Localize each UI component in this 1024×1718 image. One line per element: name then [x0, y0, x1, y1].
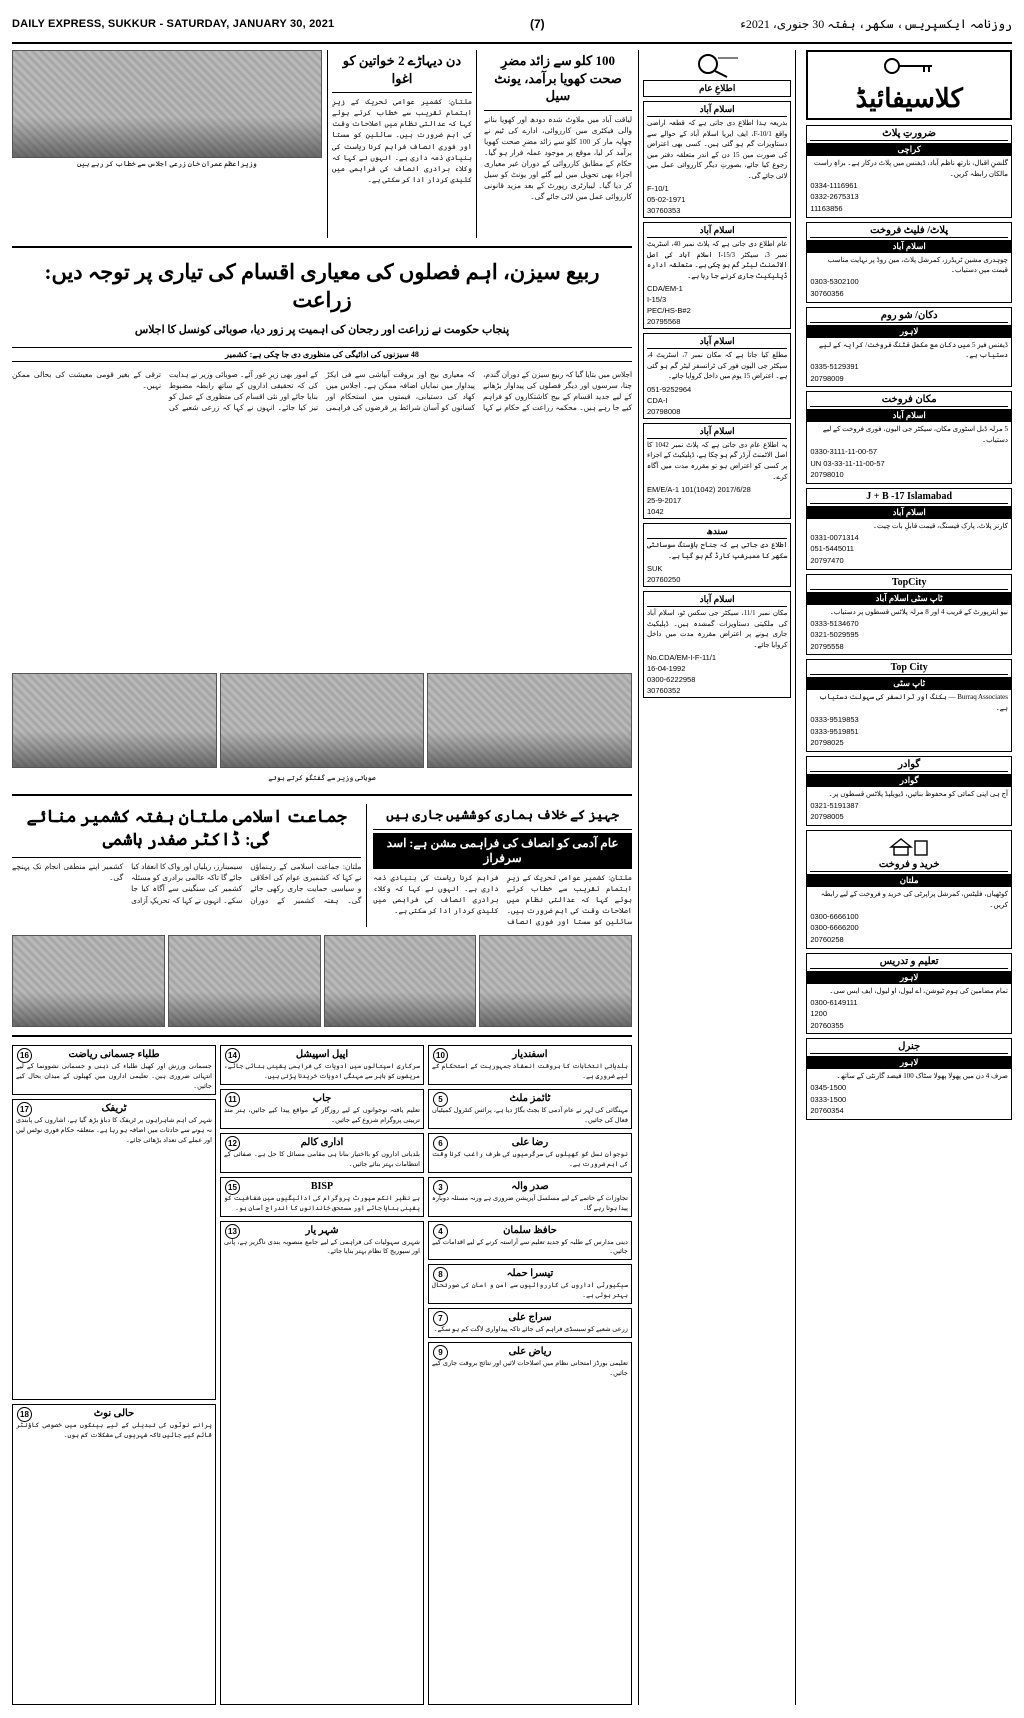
- ad-item[interactable]: [428, 1308, 632, 1338]
- notice-id: 20760250: [647, 575, 681, 585]
- ad-title: ریاض علی: [508, 1346, 552, 1357]
- ad-item[interactable]: [220, 1045, 424, 1085]
- classified-city: لاہور: [807, 325, 1011, 338]
- classified-section-title: گوادر: [810, 759, 1008, 772]
- top-stories-row: [12, 50, 632, 238]
- classified-city: گوادر: [807, 774, 1011, 787]
- classified-ref-id: 20760258: [810, 935, 844, 945]
- ad-number-badge: 14: [225, 1048, 240, 1063]
- ad-number-badge: 8: [433, 1267, 448, 1282]
- classified-section[interactable]: [806, 659, 1012, 752]
- notice-item[interactable]: [643, 222, 791, 329]
- classified-ref-id: 11163856: [810, 203, 843, 213]
- masthead: [12, 10, 1012, 44]
- ad-number-badge: 16: [17, 1048, 32, 1063]
- notices-header: اطلاعِ عام: [643, 80, 791, 97]
- classified-phone[interactable]: 0330-3111-11-00-57: [810, 447, 878, 457]
- notice-text: مکان نمبر 11/1، سیکٹر جی سکس ٹو، اسلام آباد کی ملکیتی دستاویزات گمشدہ ہیں۔ ڈپلیکیٹ جاری ہونے پر اعتراض مقررہ مدت میں داخل کروایا جائے۔: [647, 610, 788, 649]
- ad-item[interactable]: [220, 1133, 424, 1173]
- ad-item[interactable]: [220, 1177, 424, 1217]
- classified-section-title: TopCity: [810, 577, 1008, 590]
- classified-ref-id: 20798005: [810, 812, 844, 822]
- ad-item[interactable]: [428, 1177, 632, 1217]
- dowry-subhead: جہیز کے خلاف ہماری کوششیں جاری ہیں: [386, 807, 620, 823]
- justice-story: [373, 804, 632, 927]
- numbered-ads-grid: [12, 1045, 632, 1705]
- lead-body: اجلاس میں بتایا گیا کہ ربیع سیزن کے دوران گندم، چنا، سرسوں اور دیگر فصلوں کی پیداوار بڑھانے کے لیے جدید اقسام کے بیج کاشتکاروں کو فراہم کیے جا رہے ہیں۔ محکمہ زراعت کے حکام نے کہا کہ معیاری بیج اور بروقت آبپاشی سے فی ایکڑ پیداوار میں نمایاں اضافہ ممکن ہے۔ اجلاس میں کھاد کی دستیابی، قیمتوں میں استحکام اور کسانوں کو آسان شرائط پر قرضوں کی فراہمی کے امور بھی زیرِ غور آئے۔ صوبائی وزیر نے ہدایت کی کہ تحقیقی اداروں کے ساتھ رابطہ مضبوط بنایا جائے اور نئی اقسام کی منظوری کے عمل کو تیز کیا جائے۔ انہوں نے کہا کہ زرعی شعبے کی ترقی کے بغیر قومی معیشت کی بحالی ممکن نہیں۔: [12, 369, 632, 412]
- classified-section-title: دکان/ شو روم: [810, 310, 1008, 323]
- numbered-ads-col-3: [428, 1045, 632, 1705]
- ad-number-badge: 17: [17, 1102, 32, 1117]
- notice-item[interactable]: [643, 523, 791, 587]
- editorial-area: [12, 50, 632, 1705]
- ad-title: جاب: [312, 1093, 332, 1105]
- ad-number-badge: 7: [433, 1311, 448, 1326]
- ad-item[interactable]: [12, 1404, 216, 1705]
- ad-title: اسفندیار: [512, 1049, 548, 1061]
- story-photo-8: [479, 935, 632, 1027]
- house-icon: [810, 833, 1008, 859]
- classified-city: لاہور: [807, 971, 1011, 984]
- justice-body: ملتان: کشمیر عوامی تحریک کے زیرِ اہتمام تقریب سے خطاب کرتے ہوئے کہا کہ عدالتی نظام میں اصلاحات وقت کی اہم ضرورت ہیں۔ سائلین کو سستا اور فوری انصاف فراہم کرنا ریاست کی بنیادی ذمہ داری ہے۔ انہوں نے کہا کہ وکلاء برادری انصاف کی فراہمی میں کلیدی کردار ادا کر سکتی ہے۔: [373, 872, 632, 927]
- classified-reference: UN 03-33-11-11-00-57: [810, 458, 885, 468]
- jamaat-story: [12, 804, 367, 927]
- notice-title: سندھ: [647, 526, 787, 539]
- classified-section-title: خرید و فروخت: [810, 859, 1008, 872]
- notice-text: مطلع کیا جاتا ہے کہ مکان نمبر 7، اسٹریٹ 4، سیکٹر جی الیون فور کی ٹرانسفر لیٹر گم ہو گئی ہے۔ اعتراض 15 یوم میں داخل کروایا جائے۔: [647, 352, 788, 381]
- notice-phone: 0300-6222958: [647, 675, 696, 685]
- ad-title: صدر والہ: [511, 1180, 549, 1192]
- ad-item[interactable]: [428, 1089, 632, 1129]
- classified-section-title: ضرورتِ پلاٹ: [810, 128, 1008, 141]
- ad-title: رضا علی: [511, 1136, 549, 1148]
- notice-reference: CDA/EM-1: [647, 284, 683, 294]
- ad-number-badge: 5: [433, 1092, 448, 1107]
- classified-ref-id: 20760355: [810, 1020, 844, 1030]
- ad-number-badge: 6: [433, 1136, 448, 1151]
- ad-item[interactable]: [12, 1099, 216, 1400]
- story-photo-2: [12, 673, 217, 768]
- classified-text: ڈیفنس فیز 5 میں دکان مع مکمل فٹنگ فروخت/ کرایہ کے لیے دستیاب ہے۔: [818, 340, 1008, 360]
- ad-text: شہر کی اہم شاہراہوں پر ٹریفک کا دباؤ بڑھ گیا ہے، اشاروں کی پابندی نہ ہونے سے حادثات میں اضافہ ہو رہا ہے۔ متعلقہ حکام فوری نوٹس لیں اور عملے کی تعداد بڑھائی جائے۔: [16, 1117, 212, 1144]
- notice-text: بذریعہ ہذا اطلاع دی جاتی ہے کہ قطعہ اراضی واقع F-10/1، ایف ایریا اسلام آباد کے حوالے سے دستاویزات گم ہو گئی ہیں۔ کسی بھی اعتراض کی صورت میں 15 دن کے اندر متعلقہ دفتر میں رجوع کیا جائے، بصورتِ دیگر کارروائی عمل میں لائی جائے گی۔: [647, 120, 788, 180]
- lead-headline: ربیع سیزن، اہم فصلوں کی معیاری اقسام کی تیاری پر توجہ دیں: زراعت: [44, 260, 600, 313]
- classified-ref-id: 20795558: [810, 641, 844, 651]
- jamaat-body: ملتان: جماعت اسلامی کے رہنماؤں نے کہا کہ کشمیری عوام کی اخلاقی و سیاسی حمایت جاری رکھی جائے گی۔ ہفتہ کشمیر کے دوران سیمینارز، ریلیاں اور واک کا انعقاد کیا جائے گا تاکہ عالمی برادری کو مسئلہ کشمیر کی سنگینی سے آگاہ کیا جا سکے۔ انہوں نے کہا کہ تحریکِ آزادی کشمیر اپنے منطقی انجام تک پہنچے گی۔: [12, 862, 362, 905]
- lead-photo-1-caption: وزیراعظم عمران خان زرعی اجلاس سے خطاب کر رہے ہیں: [77, 160, 257, 168]
- ad-title: سراج علی: [508, 1312, 552, 1324]
- ad-text: زرعی شعبے کو سبسڈی فراہم کی جائے تاکہ پیداواری لاگت کم ہو سکے۔: [433, 1326, 628, 1334]
- classified-text: آج ہی اپنی کمائی کو محفوظ بنائیں، ڈیویلپڈ پلاٹس قسطوں پر۔: [828, 790, 1008, 798]
- ad-number-badge: 10: [433, 1048, 448, 1063]
- justice-headline: عام آدمی کو انصاف کی فراہمی مشن ہے: اسد سرفراز: [373, 833, 632, 869]
- notice-reference: F-10/1: [647, 184, 669, 194]
- classified-masthead: [806, 50, 1012, 120]
- classified-phone[interactable]: 0333-1500: [810, 1094, 847, 1104]
- classified-text: نیو ایئرپورٹ کے قریب 4 اور 8 مرلہ پلاٹس قسطوں پر دستیاب۔: [829, 607, 1008, 616]
- ad-number-badge: 3: [433, 1180, 448, 1195]
- magnifier-icon: [643, 50, 791, 80]
- notice-id: 30760353: [647, 206, 681, 216]
- notice-item[interactable]: [643, 333, 791, 419]
- ad-number-badge: 18: [17, 1407, 32, 1422]
- classified-city: لاہور: [807, 1056, 1011, 1069]
- classified-city: کراچی: [807, 143, 1011, 156]
- classified-phone[interactable]: 0300-6666100: [810, 911, 859, 921]
- photo-strip-1: [12, 673, 632, 768]
- photo-strip-1-caption: صوبائی وزیر سے گفتگو کرتے ہوئے: [268, 773, 376, 782]
- notice-title: اسلام آباد: [647, 104, 787, 117]
- classified-section[interactable]: [806, 125, 1012, 218]
- page-body: [12, 50, 1012, 1705]
- masthead-urdu-title: روزنامہ ایکسپریس، سکھر، ہفتہ 30 جنوری، 2021ء: [740, 16, 1012, 31]
- ad-title: اداری کالم: [300, 1136, 344, 1148]
- classified-section[interactable]: [806, 222, 1012, 303]
- classified-ref-id: 30760356: [810, 288, 844, 298]
- ad-text: بے نظیر انکم سپورٹ پروگرام کی ادائیگیوں میں شفافیت کو یقینی بنایا جائے اور مستحق خاندانوں کا اندراج آسان ہو۔: [224, 1194, 420, 1212]
- ad-text: مہنگائی کی لہر نے عام آدمی کا بجٹ بگاڑ دیا ہے، پرائس کنٹرول کمیٹیاں فعال کی جائیں۔: [432, 1107, 628, 1125]
- notice-item[interactable]: [643, 591, 791, 698]
- khoya-headline: 100 کلو سے زائد مضرِ صحت کھویا برآمد، یونٹ سیل: [494, 53, 622, 104]
- classified-section-title: J + B -17 Islamabad: [810, 491, 1008, 504]
- classified-section[interactable]: [806, 488, 1012, 570]
- classified-section-title: تعلیم و تدریس: [810, 956, 1008, 969]
- classified-city: اسلام آباد: [807, 240, 1011, 253]
- classified-text: صرف 4 دن میں پھولا پھولا سٹاک 100 فیصد گارنٹی کے ساتھ۔: [836, 1072, 1008, 1081]
- story-photo-3: [220, 673, 425, 768]
- classified-text: تمام مضامین کی ہوم ٹیوشن، اے لیول، او لیول، ایف ایس سی۔: [829, 986, 1008, 995]
- classified-section-title: پلاٹ/ فلیٹ فروخت: [810, 225, 1008, 238]
- public-notices-column: [638, 50, 796, 1705]
- ad-text: نوجوان نسل کو کھیلوں کی سرگرمیوں کی طرف راغب کرنا وقت کی اہم ضرورت ہے۔: [432, 1150, 628, 1168]
- ad-text: سرکاری اسپتالوں میں ادویات کی فراہمی یقینی بنائی جائے، مریضوں کو باہر سے مہنگی ادویات خریدنا پڑتی ہیں۔: [224, 1063, 420, 1081]
- ad-item[interactable]: [12, 1045, 216, 1095]
- classified-section-title: جنرل: [810, 1041, 1008, 1054]
- classified-city: ٹاپ سٹی اسلام آباد: [807, 592, 1011, 605]
- ad-item[interactable]: [428, 1221, 632, 1261]
- classified-city: اسلام آباد: [807, 409, 1011, 422]
- ad-text: پرانے نوٹوں کی تبدیلی کے لیے بینکوں میں خصوصی کاؤنٹر قائم کیے جائیں تاکہ شہریوں کی مشکلات کم ہوں۔: [16, 1422, 212, 1439]
- ad-item[interactable]: [220, 1089, 424, 1129]
- notice-ref-2: PEC/HS-B#2: [647, 306, 691, 316]
- classified-phone[interactable]: 0300-6149111: [810, 997, 858, 1007]
- classified-city: اسلام آباد: [807, 506, 1011, 519]
- ad-number-badge: 12: [225, 1136, 240, 1151]
- ad-text: سیکیورٹی اداروں کی کارروائیوں سے امن و امان کی صورتحال بہتر ہوئی ہے۔: [432, 1282, 628, 1300]
- classified-text: گلشنِ اقبال، نارتھ ناظم آباد، ڈیفنس میں پلاٹ درکار ہے۔ براہِ راست مالکان رابطہ کریں۔: [813, 159, 1008, 178]
- classified-column: [802, 50, 1012, 1705]
- notice-title: اسلام آباد: [647, 594, 787, 607]
- notice-id: 30760352: [647, 686, 681, 696]
- classified-section-title: Top City: [810, 662, 1008, 675]
- classified-ref-id: 20798010: [810, 470, 844, 480]
- ad-text: دینی مدارس کے طلبہ کو جدید تعلیم سے آراستہ کرنے کے لیے اقدامات کیے جائیں۔: [432, 1238, 628, 1256]
- story-photo-7: [324, 935, 477, 1027]
- ad-number-badge: 13: [225, 1224, 240, 1239]
- story-photo-6: [168, 935, 321, 1027]
- notice-id: 20798008: [647, 406, 681, 416]
- women-kidnap-headline: دن دیہاڑے 2 خواتین کو اغوا: [342, 53, 462, 86]
- classified-ref-id: 20798009: [810, 373, 844, 383]
- page-number: (7): [529, 17, 545, 31]
- ad-title: ٹریفک: [101, 1103, 127, 1115]
- women-kidnap-body: ملتان: کشمیر عوامی تحریک کے زیرِ اہتمام تقریب سے خطاب کرتے ہوئے کہا کہ عدالتی نظام میں اصلاحات وقت کی اہم ضرورت ہیں۔ سائلین کو سستا اور فوری انصاف فراہم کرنا ریاست کی بنیادی ذمہ داری ہے۔ انہوں نے کہا کہ وکلاء برادری انصاف کی فراہمی میں کلیدی کردار ادا کر سکتی ہے۔: [332, 97, 472, 184]
- classified-phone[interactable]: 0345-1500: [810, 1083, 847, 1093]
- khoya-story: [482, 50, 632, 238]
- ad-item[interactable]: [428, 1264, 632, 1304]
- ad-title: BISP: [310, 1180, 334, 1192]
- notice-region-code: SUK: [647, 564, 663, 574]
- ad-text: جسمانی ورزش اور کھیل طلباء کی ذہنی و جسمانی نشوونما کے لیے انتہائی ضروری ہیں۔ تعلیمی اداروں میں کھیلوں کے میدان بحال کیے جائیں۔: [16, 1063, 212, 1091]
- classified-section[interactable]: [806, 574, 1012, 656]
- ad-title: ٹائمز ملٹ: [509, 1093, 551, 1105]
- classified-section[interactable]: [806, 830, 1012, 949]
- sub-headline-row: [12, 804, 632, 927]
- classified-phone[interactable]: 0321-5191387: [810, 800, 859, 810]
- ad-number-badge: 4: [433, 1224, 448, 1239]
- classified-phone[interactable]: 0331-0071314: [810, 532, 859, 542]
- ad-text: تعلیم یافتہ نوجوانوں کے لیے روزگار کے مواقع پیدا کیے جائیں، ہنر مند تربیتی پروگرام شروع کیے جائیں۔: [224, 1107, 420, 1125]
- women-kidnap-story: [327, 50, 477, 238]
- notice-plot: I-15/3: [647, 295, 667, 305]
- lead-byline: 48 سیزنوں کی ادائیگی کی منظوری دی جا چکی ہے: کشمیر: [12, 347, 632, 362]
- ad-text: تجاوزات کے خاتمے کے لیے مسلسل آپریشن ضروری ہے ورنہ مسئلہ دوبارہ پیدا ہوتا رہے گا۔: [432, 1194, 628, 1212]
- notice-reference: No.CDA/EM-I-F-11/1: [647, 653, 717, 663]
- numbered-ads-col-2: [220, 1045, 424, 1705]
- classified-section[interactable]: [806, 307, 1012, 388]
- classified-phone[interactable]: 0333-9519851: [810, 726, 859, 736]
- classified-section[interactable]: [806, 391, 1012, 484]
- story-photo-5: [12, 935, 165, 1027]
- classified-city: ٹاپ سٹی: [807, 677, 1011, 690]
- notice-title: اسلام آباد: [647, 225, 787, 238]
- notice-reference: CDA-I: [647, 395, 668, 405]
- ad-title: شہر یار: [305, 1224, 339, 1236]
- ad-number-badge: 9: [433, 1345, 448, 1360]
- classified-section[interactable]: [806, 953, 1012, 1035]
- notice-date: 25-9-2017: [647, 496, 682, 506]
- classified-phone[interactable]: 0335-5129391: [810, 362, 859, 372]
- notice-date: 05-02-1971: [647, 195, 686, 205]
- classified-text: کوٹھیاں، فلیٹس، کمرشل پراپرٹی کی خرید و فروخت کے لیے رابطہ کریں۔: [820, 890, 1008, 909]
- ad-title: حالی نوٹ: [93, 1408, 135, 1420]
- lead-subhead: پنجاب حکومت نے زراعت اور رجحان کی اہمیت پر زور دیا، صوبائی کونسل کا اجلاس: [134, 323, 510, 336]
- ad-item[interactable]: [220, 1221, 424, 1705]
- classified-phone[interactable]: 0332-2675313: [810, 192, 859, 202]
- numbered-ads-col-1: [12, 1045, 216, 1705]
- notice-text: یہ اطلاع عام دی جاتی ہے کہ پلاٹ نمبر 1042 کا اصل الاٹمنٹ آرڈر گم ہو چکا ہے، ڈپلیکیٹ کے اجراء پر کسی کو اعتراض ہو تو مقررہ مدت میں آگاہ کرے۔: [647, 441, 788, 481]
- notice-title: اسلام آباد: [647, 336, 787, 349]
- classified-title: کلاسیفائیڈ: [855, 84, 963, 113]
- notice-text: اطلاع دی جاتی ہے کہ جناح ہاؤسنگ سوسائٹی سکھر کا ممبرشپ کارڈ گم ہو گیا ہے۔: [647, 542, 788, 560]
- classified-text: چوہدری مشین ٹریڈرز، کمرشل پلاٹ، مین روڈ پر نہایت مناسب قیمت میں دستیاب۔: [827, 255, 1008, 275]
- ad-text: بلدیاتی انتخابات کا بروقت انعقاد جمہوریت کے استحکام کے لیے ضروری ہے۔: [432, 1063, 628, 1081]
- notice-phone: 051-9252964: [647, 384, 692, 394]
- notice-item[interactable]: [643, 101, 791, 218]
- notice-item[interactable]: [643, 423, 791, 519]
- classified-phone[interactable]: 0300-6666200: [810, 923, 859, 933]
- ad-item[interactable]: [428, 1045, 632, 1085]
- ad-text: بلدیاتی اداروں کو بااختیار بنانا ہی مقامی مسائل کا حل ہے۔ صفائی کے انتظامات بہتر بنائے جائیں۔: [224, 1150, 420, 1168]
- notice-reference: EM/E/A-1 101(1042) 2017/6/28: [647, 485, 751, 495]
- classified-phone[interactable]: 0321-5029595: [810, 630, 859, 640]
- ad-item[interactable]: [428, 1342, 632, 1705]
- classified-text: کارنر پلاٹ، پارک فیسنگ، قیمت قابلِ بات چیت۔: [872, 522, 1008, 530]
- notice-plot: 1042: [647, 507, 664, 517]
- lead-photo-1: [12, 50, 322, 158]
- ad-item[interactable]: [428, 1133, 632, 1173]
- story-photo-4: [427, 673, 632, 768]
- ad-text: تعلیمی بورڈز امتحانی نظام میں اصلاحات لائیں اور نتائج بروقت جاری کیے جائیں۔: [432, 1360, 628, 1377]
- classified-ref-id: 20798025: [810, 738, 844, 748]
- classified-phone[interactable]: 051-5445011: [810, 544, 854, 554]
- ad-number-badge: 15: [225, 1180, 240, 1195]
- notice-date: 16-04-1992: [647, 664, 686, 674]
- photo-strip-2: [12, 935, 632, 1027]
- classified-section[interactable]: [806, 756, 1012, 826]
- classified-city: ملتان: [807, 874, 1011, 887]
- ad-title: اپیل اسپیشل: [295, 1049, 349, 1061]
- ad-title: طلباء جسمانی ریاضت: [68, 1049, 160, 1061]
- ad-text: شہری سہولیات کی فراہمی کے لیے جامع منصوبہ بندی ناگزیر ہے، پانی اور سیوریج کا نظام بہتر بنایا جائے۔: [224, 1238, 420, 1256]
- notice-title: اسلام آباد: [647, 426, 787, 439]
- classified-ref-id: 20760354: [810, 1106, 844, 1116]
- masthead-left-title: DAILY EXPRESS, SUKKUR - SATURDAY, JANUARY 30, 2021: [12, 18, 335, 30]
- classified-text: 5 مرلہ ڈبل اسٹوری مکان، سیکٹر جی الیون، فوری فروخت کے لیے دستیاب۔: [822, 425, 1008, 445]
- classified-phone[interactable]: 0333-9519853: [810, 715, 859, 725]
- ad-title: تیسرا حملہ: [506, 1268, 554, 1280]
- classified-ref-id: 20797470: [810, 556, 844, 566]
- notice-id: 20795568: [647, 317, 681, 327]
- classified-text: Burraq Associates — بکنگ اور ٹرانسفر کی سہولت دستیاب ہے۔: [819, 693, 1008, 713]
- jamaat-headline: جماعت اسلامی ملتان ہفتہ کشمیر منائے گی: ڈاکٹر صفدر ہاشمی: [26, 807, 347, 850]
- ad-number-badge: 11: [225, 1092, 240, 1107]
- ad-title: حافظ سلمان: [503, 1224, 557, 1236]
- classified-section[interactable]: [806, 1038, 1012, 1120]
- classified-section-title: مکان فروخت: [810, 394, 1008, 407]
- notice-text: عام اطلاع دی جاتی ہے کہ پلاٹ نمبر 40، اسٹریٹ نمبر 3، سیکٹر I-15/3 اسلام آباد کی اصل الاٹمنٹ لیٹر گم ہو چکی ہے۔ متعلقہ ادارہ ڈپلیکیٹ جاری کرنے جا رہا ہے۔: [647, 241, 788, 280]
- top-photo-block: [12, 50, 322, 238]
- classified-phone[interactable]: 0334-1116961: [810, 180, 858, 190]
- khoya-body: لیاقت آباد میں ملاوٹ شدہ دودھ اور کھویا بنانے والی فیکٹری میں کارروائی، ادارے کی ٹیم نے چھاپہ مار کر 100 کلو سے زائد مضرِ صحت کھویا برآمد کر لیا، موقع پر موجود عملہ فرار ہو گیا۔ حکام کے مطابق کارروائی کے دوران غیر معیاری اجزاء بھی تحویل میں لیے گئے اور یونٹ کو سیل کر دیا گیا۔ لیبارٹری رپورٹ کے بعد مزید قانونی کارروائی عمل میں لائی جائے گی۔: [484, 114, 632, 202]
- classified-extra: 1200: [810, 1009, 828, 1019]
- key-icon: [810, 54, 1008, 78]
- classified-phone[interactable]: 0333-5134670: [810, 618, 859, 628]
- classified-phone[interactable]: 0303-5302100: [810, 277, 859, 287]
